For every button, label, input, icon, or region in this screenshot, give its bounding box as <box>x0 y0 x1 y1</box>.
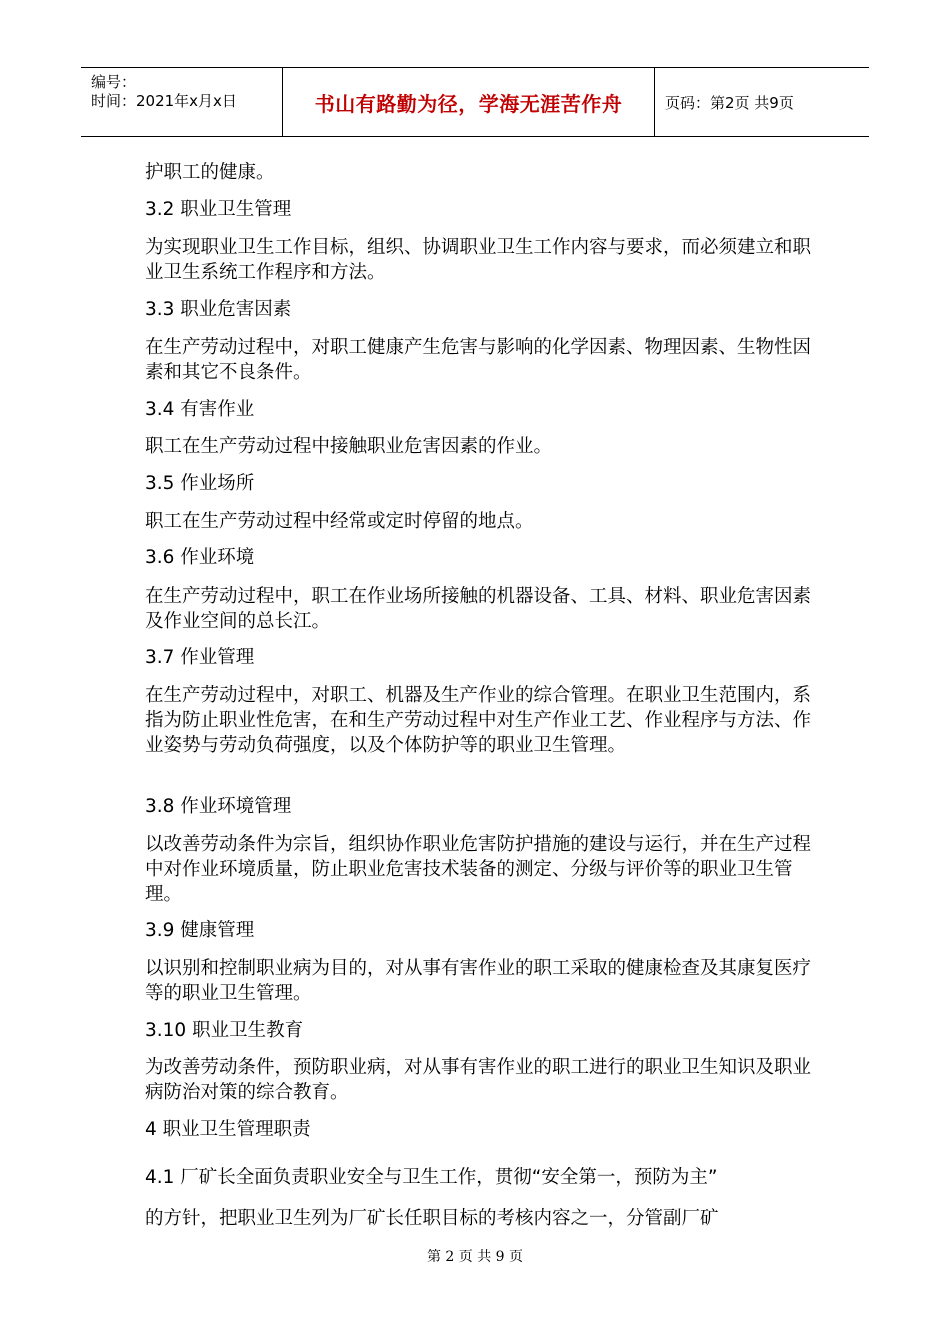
doc-code-label: 编号： <box>91 73 137 91</box>
heading-3-7: 3.7 作业管理 <box>145 647 255 668</box>
heading-3-8: 3.8 作业环境管理 <box>145 796 292 817</box>
paragraph-3-10: 为改善劳动条件，预防职业病，对从事有害作业的职工进行的职业卫生知识及职业病防治对策的综合教育。 <box>145 1057 812 1103</box>
header-meta <box>81 68 283 136</box>
paragraph-3-6: 在生产劳动过程中，职工在作业场所接触的机器设备、工具、材料、职业危害因素及作业空间的总长江。 <box>145 586 812 632</box>
heading-3-6: 3.6 作业环境 <box>145 547 255 568</box>
heading-3-5: 3.5 作业场所 <box>145 473 255 494</box>
paragraph-intro: 护职工的健康。 <box>145 162 275 183</box>
paragraph-4-1-line2: 的方针，把职业卫生列为厂矿长任职目标的考核内容之一，分管副厂矿 <box>145 1208 719 1229</box>
header-motto-cell <box>283 68 655 136</box>
paragraph-3-7: 在生产劳动过程中，对职工、机器及生产作业的综合管理。在职业卫生范围内，系指为防止职业性危害，在和生产劳动过程中对生产作业工艺、作业程序与方法、作业姿势与劳动负荷强度，以及个体防护等的职业卫生管理。 <box>145 685 812 756</box>
paragraph-3-8: 以改善劳动条件为宗旨，组织协作职业危害防护措施的建设与运行，并在生产过程中对作业环境质量，防止职业危害技术装备的测定、分级与评价等的职业卫生管理。 <box>145 834 812 905</box>
heading-3-3: 3.3 职业危害因素 <box>145 299 292 320</box>
heading-3-10: 3.10 职业卫生教育 <box>145 1020 304 1041</box>
page-header <box>81 67 869 137</box>
header-motto: 书山有路勤为径，学海无涯苦作舟 <box>314 91 623 116</box>
paragraph-3-5: 职工在生产劳动过程中经常或定时停留的地点。 <box>145 511 534 532</box>
paragraph-3-3: 在生产劳动过程中，对职工健康产生危害与影响的化学因素、物理因素、生物性因素和其它不良条件。 <box>145 337 812 383</box>
paragraph-4-1-line1: 4.1 厂矿长全面负责职业安全与卫生工作，贯彻“安全第一，预防为主” <box>145 1167 718 1188</box>
heading-4: 4 职业卫生管理职责 <box>145 1119 311 1140</box>
paragraph-3-2: 为实现职业卫生工作目标，组织、协调职业卫生工作内容与要求，而必须建立和职业卫生系统工作程序和方法。 <box>145 237 812 283</box>
heading-3-4: 3.4 有害作业 <box>145 399 255 420</box>
header-page-info: 页码：第2页 共9页 <box>665 93 794 112</box>
page-footer: 第 2 页 共 9 页 <box>426 1249 524 1265</box>
heading-3-9: 3.9 健康管理 <box>145 920 255 941</box>
doc-time-label: 时间：2021年x月x日 <box>91 92 237 110</box>
paragraph-3-4: 职工在生产劳动过程中接触职业危害因素的作业。 <box>145 436 553 457</box>
header-page-cell <box>655 68 869 136</box>
paragraph-3-9: 以识别和控制职业病为目的，对从事有害作业的职工采取的健康检查及其康复医疗等的职业卫生管理。 <box>145 958 812 1004</box>
heading-3-2: 3.2 职业卫生管理 <box>145 199 292 220</box>
